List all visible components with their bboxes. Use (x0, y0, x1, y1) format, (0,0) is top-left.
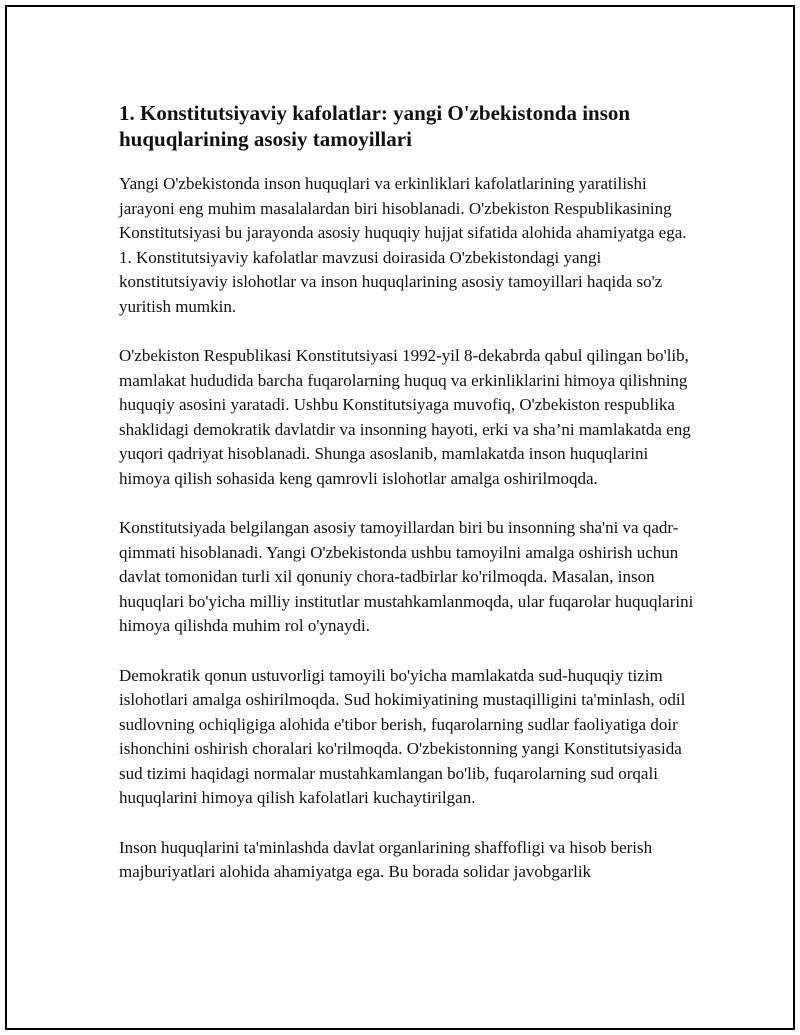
paragraph-5: Inson huquqlarini ta'minlashda davlat organlarining shaffofligi va hisob berish majburiyatlari alohida ahamiyatga ega. Bu borada solidar javobgarlik (119, 837, 653, 881)
page-frame (5, 5, 795, 1030)
paragraph-3: Konstitutsiyada belgilangan asosiy tamoyillardan biri bu insonning sha'ni va qadr-qimmati hisoblanadi. Yangi O'zbekistonda ushbu tamoyilni amalga oshirish uchun davlat tomonidan turli xil qonuniy chora-tadbirlar ko'rilmoqda. Masalan, inson huquqlari bo'yicha milliy institutlar mustahkamlanmoqda, ular fuqarolar huquqlarini himoya qilishda muhim rol o'ynaydi. (119, 518, 694, 635)
section-heading: 1. Konstitutsiyaviy kafolatlar: yangi O'zbekistonda inson huquqlarining asosiy tamoyillari (119, 101, 631, 151)
document-body (119, 100, 701, 910)
paragraph-4: Demokratik qonun ustuvorligi tamoyili bo'yicha mamlakatda sud-huquqiy tizim islohotlari amalga oshirilmoqda. Sud hokimiyatining mustaqilligini ta'minlash, odil sudlovning ochiqligiga alohida e'tibor berish, fuqarolarning sudlar faoliyatiga doir ishonchini oshirish choralari ko'rilmoqda. O'zbekistonning yangi Konstitutsiyasida sud tizimi haqidagi normalar mustahkamlangan bo'lib, fuqarolarning sud orqali huquqlarini himoya qilish kafolatlari kuchaytirilgan. (119, 665, 686, 807)
paragraph-2: O'zbekiston Respublikasi Konstitutsiyasi 1992-yil 8-dekabrda qabul qilingan bo'lib, mamlakat hududida barcha fuqarolarning huquq va erkinliklarini himoya qilishning huquqiy asosini yaratadi. Ushbu Konstitutsiyaga muvofiq, O'zbekiston respublika shaklidagi demokratik davlatdir va insonning hayoti, erki va sha’ni mamlakatda eng yuqori qadriyat hisoblanadi. Shunga asoslanib, mamlakatda inson huquqlarini himoya qilish sohasida keng qamrovli islohotlar amalga oshirilmoqda. (119, 346, 691, 488)
paragraph-1: Yangi O'zbekistonda inson huquqlari va erkinliklari kafolatlarining yaratilishi jarayoni eng muhim masalalardan biri hisoblanadi. O'zbekiston Respublikasining Konstitutsiyasi bu jarayonda asosiy huquqiy hujjat sifatida alohida ahamiyatga ega. 1. Konstitutsiyaviy kafolatlar mavzusi doirasida O'zbekistondagi yangi konstitutsiyaviy islohotlar va inson huquqlarining asosiy tamoyillari haqida so'z yuritish mumkin. (119, 174, 687, 316)
